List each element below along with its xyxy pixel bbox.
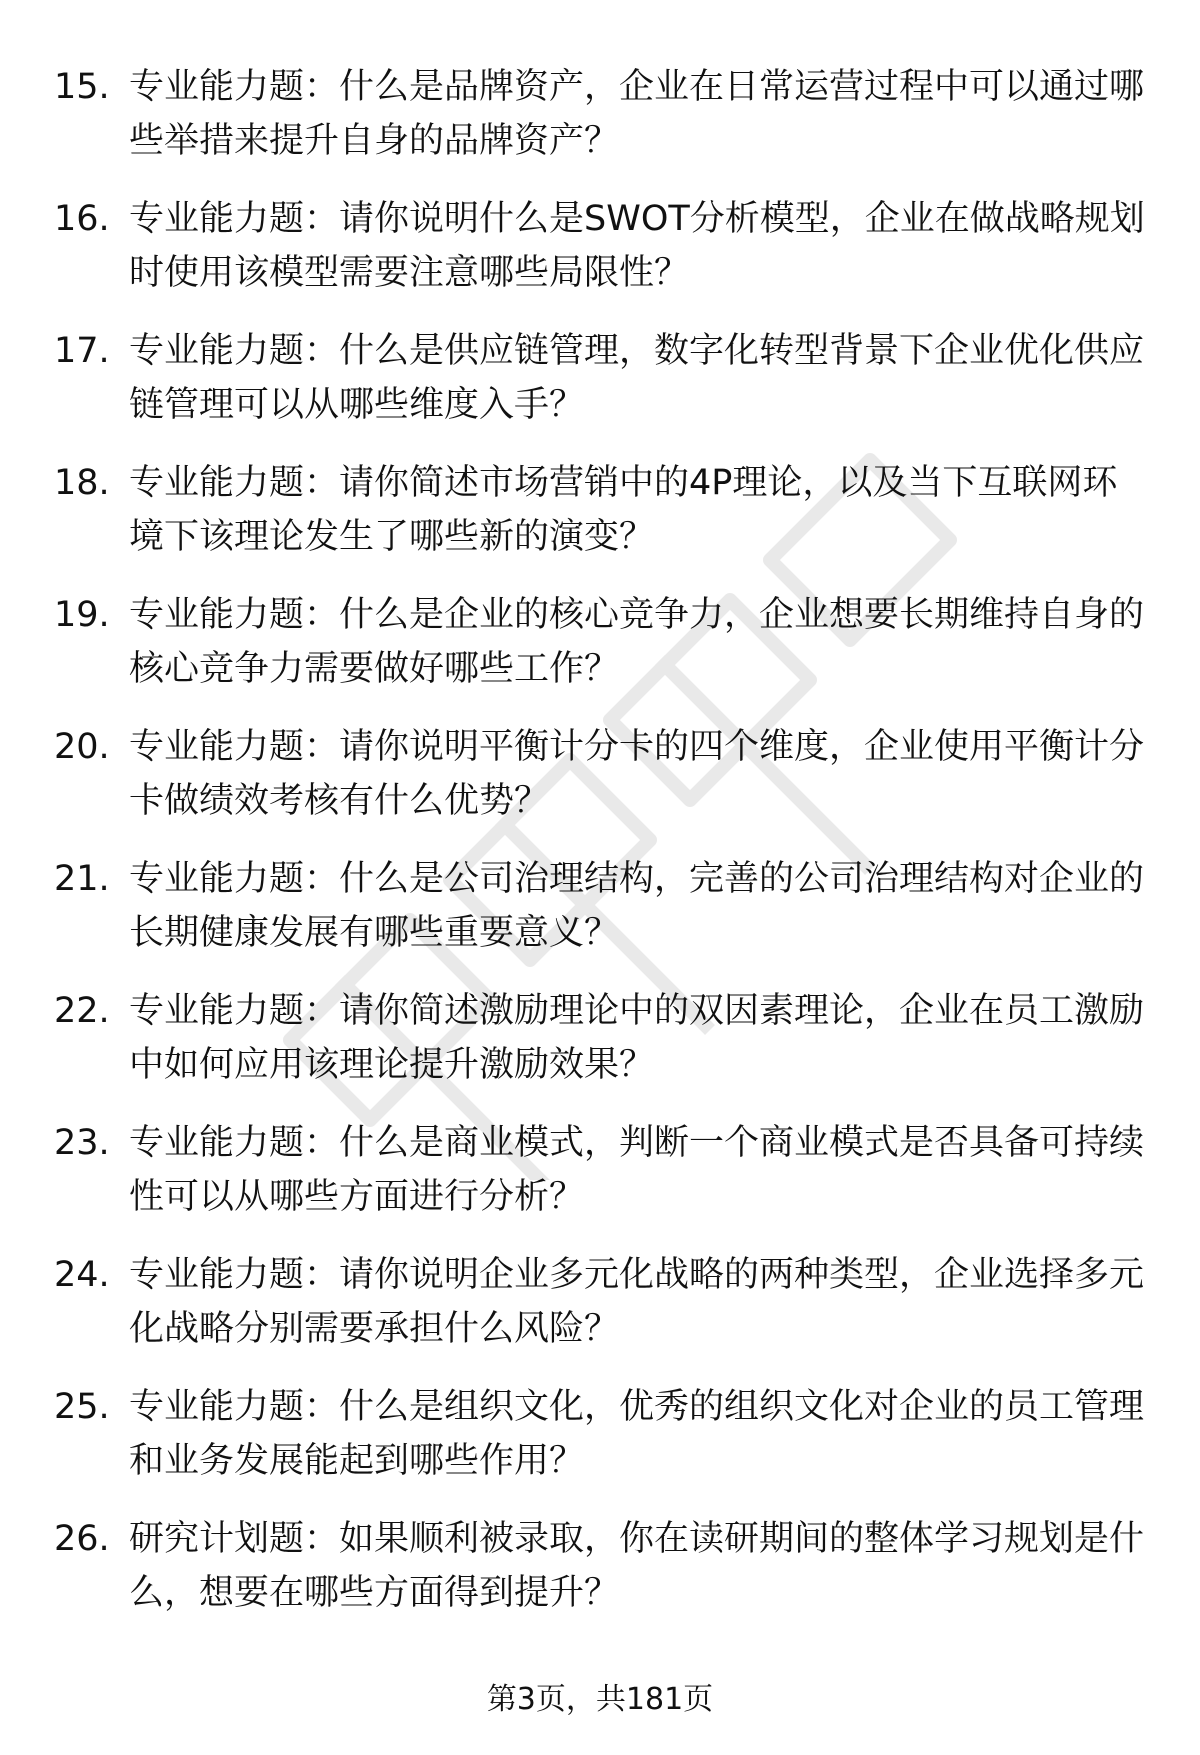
question-text: 专业能力题：请你简述市场营销中的4P理论，以及当下互联网环境下该理论发生了哪些新的演变？ xyxy=(129,463,1118,557)
question-text: 专业能力题：什么是商业模式，判断一个商业模式是否具备可持续性可以从哪些方面进行分析？ xyxy=(129,1123,1145,1217)
question-item-22 xyxy=(54,984,1154,1116)
question-text: 专业能力题：什么是品牌资产，企业在日常运营过程中可以通过哪些举措来提升自身的品牌资产？ xyxy=(129,67,1145,161)
question-text: 专业能力题：请你说明企业多元化战略的两种类型，企业选择多元化战略分别需要承担什么风险？ xyxy=(129,1255,1145,1349)
page-number-label: 第3页，共181页 xyxy=(486,1682,714,1717)
page-footer xyxy=(0,1680,1200,1720)
question-number: 24. xyxy=(54,1255,110,1295)
question-item-20 xyxy=(54,720,1154,852)
question-number: 25. xyxy=(54,1387,110,1427)
question-item-24 xyxy=(54,1248,1154,1380)
question-item-21 xyxy=(54,852,1154,984)
question-item-26 xyxy=(54,1512,1154,1644)
question-number: 21. xyxy=(54,859,110,899)
question-number: 16. xyxy=(54,199,110,239)
question-number: 18. xyxy=(54,463,110,503)
question-text: 专业能力题：请你说明平衡计分卡的四个维度，企业使用平衡计分卡做绩效考核有什么优势？ xyxy=(129,727,1145,821)
question-number: 23. xyxy=(54,1123,110,1163)
question-item-17 xyxy=(54,324,1154,456)
question-text: 专业能力题：请你简述激励理论中的双因素理论，企业在员工激励中如何应用该理论提升激励效果？ xyxy=(129,991,1145,1085)
question-number: 20. xyxy=(54,727,110,767)
question-text: 专业能力题：什么是公司治理结构，完善的公司治理结构对企业的长期健康发展有哪些重要意义？ xyxy=(129,859,1145,953)
question-text: 专业能力题：请你说明什么是SWOT分析模型，企业在做战略规划时使用该模型需要注意哪些局限性？ xyxy=(129,199,1145,293)
question-item-16 xyxy=(54,192,1154,324)
question-item-18 xyxy=(54,456,1154,588)
question-text: 专业能力题：什么是组织文化，优秀的组织文化对企业的员工管理和业务发展能起到哪些作用？ xyxy=(129,1387,1145,1481)
question-text: 研究计划题：如果顺利被录取，你在读研期间的整体学习规划是什么，想要在哪些方面得到提升？ xyxy=(129,1519,1145,1613)
question-item-25 xyxy=(54,1380,1154,1512)
question-item-15 xyxy=(54,60,1154,192)
question-number: 15. xyxy=(54,67,110,107)
question-item-19 xyxy=(54,588,1154,720)
question-text: 专业能力题：什么是供应链管理，数字化转型背景下企业优化供应链管理可以从哪些维度入手？ xyxy=(129,331,1145,425)
question-number: 26. xyxy=(54,1519,110,1559)
question-number: 22. xyxy=(54,991,110,1031)
question-item-23 xyxy=(54,1116,1154,1248)
question-number: 19. xyxy=(54,595,110,635)
question-list xyxy=(54,60,1154,1644)
question-number: 17. xyxy=(54,331,110,371)
question-text: 专业能力题：什么是企业的核心竞争力，企业想要长期维持自身的核心竞争力需要做好哪些工作？ xyxy=(129,595,1145,689)
